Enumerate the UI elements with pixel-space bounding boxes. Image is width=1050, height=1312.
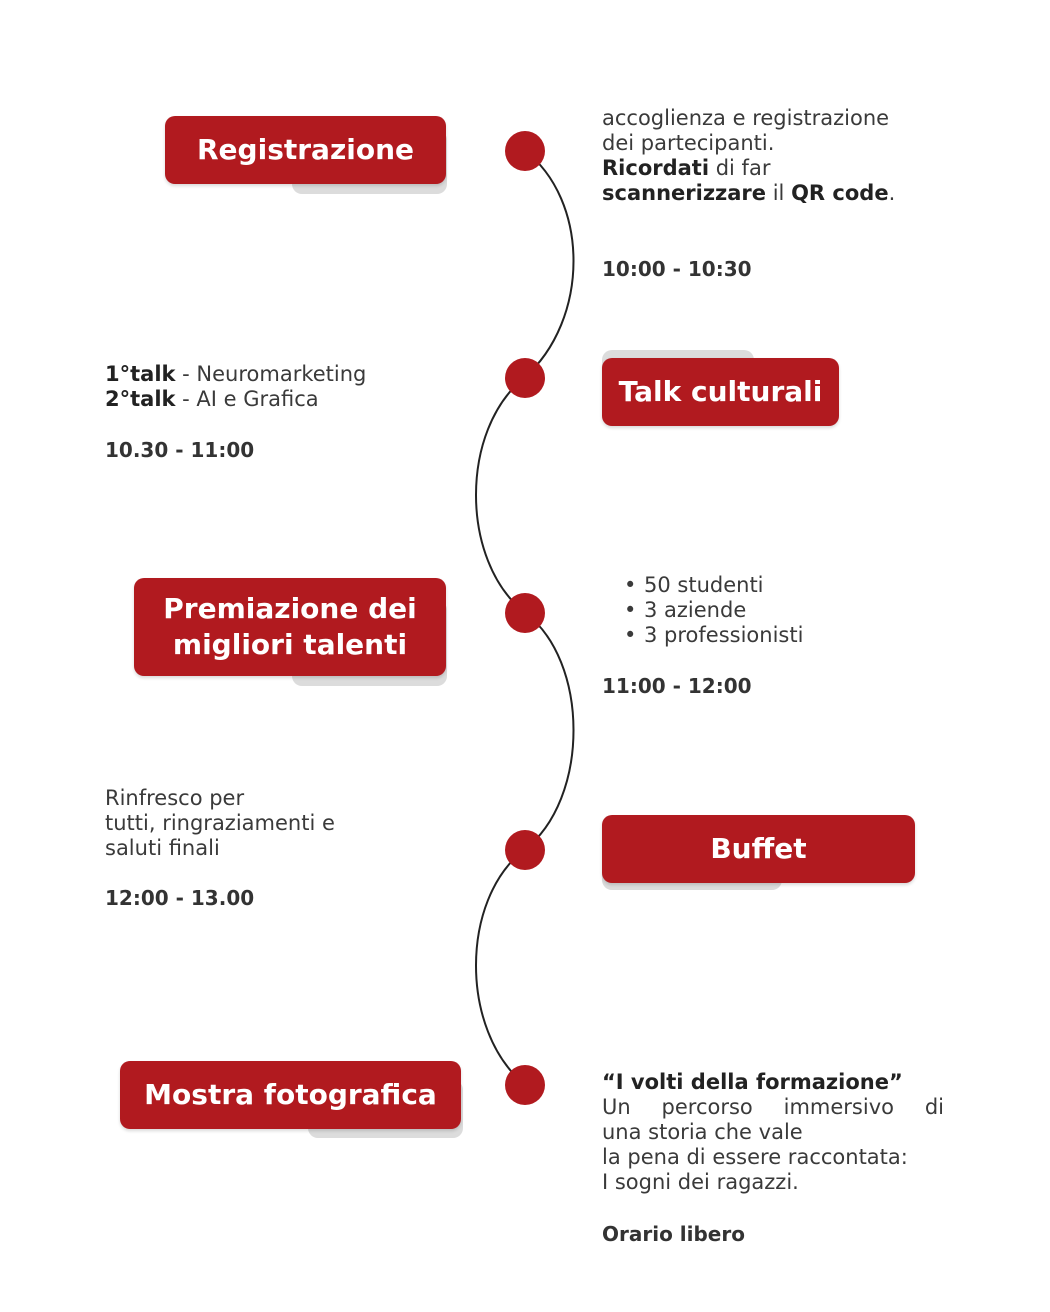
bold-text: 1°talk xyxy=(105,362,176,386)
timeline-dot-5 xyxy=(505,1065,545,1105)
timeline-dot-3 xyxy=(505,593,545,633)
timeline-dot-4 xyxy=(505,830,545,870)
description-line xyxy=(105,362,425,387)
label-line: Premiazione dei xyxy=(163,591,417,625)
buffet-description xyxy=(105,786,405,861)
talk-culturali-label: Talk culturali xyxy=(602,358,839,426)
description-line: tutti, ringraziamenti e xyxy=(105,811,335,835)
buffet-time: 12:00 - 13.00 xyxy=(105,886,255,910)
description-line xyxy=(105,387,425,412)
description-line xyxy=(602,156,942,181)
description-line: dei partecipanti. xyxy=(602,131,775,155)
bold-text: Ricordati xyxy=(602,156,710,180)
bold-text: scannerizzare xyxy=(602,181,767,205)
mostra-time: Orario libero xyxy=(602,1222,745,1246)
registrazione-label: Registrazione xyxy=(165,116,446,184)
text: il xyxy=(766,181,792,205)
talk-description xyxy=(105,362,425,412)
description-line: Rinfresco per xyxy=(105,786,245,810)
talk-time: 10.30 - 11:00 xyxy=(105,438,255,462)
label-line: migliori talenti xyxy=(172,628,408,661)
text: . xyxy=(888,181,896,205)
description-line: accoglienza e registrazione xyxy=(602,106,890,130)
bullet-item: • 3 professionisti xyxy=(644,623,922,648)
mostra-label: Mostra fotografica xyxy=(120,1061,461,1129)
description-line: I sogni dei ragazzi. xyxy=(602,1170,799,1194)
bold-text: QR code xyxy=(791,181,889,205)
premiazione-label xyxy=(134,578,446,676)
premiazione-bullets xyxy=(622,573,922,648)
premiazione-time: 11:00 - 12:00 xyxy=(602,674,752,698)
description-line xyxy=(602,181,942,206)
description-line: Un percorso immersivo di xyxy=(602,1095,944,1119)
bold-text: 2°talk xyxy=(105,387,176,411)
description-line: saluti finali xyxy=(105,836,220,860)
registrazione-description xyxy=(602,106,942,206)
text: di far xyxy=(709,156,771,180)
bullet-item: • 50 studenti xyxy=(644,573,922,598)
description-line: una storia che vale xyxy=(602,1120,803,1144)
text: - AI e Grafica xyxy=(175,387,319,411)
mostra-description xyxy=(602,1070,944,1195)
description-line: la pena di essere raccontata: xyxy=(602,1145,908,1169)
buffet-label: Buffet xyxy=(602,815,915,883)
timeline-dot-2 xyxy=(505,358,545,398)
text: - Neuromarketing xyxy=(175,362,367,386)
bullet-item: • 3 aziende xyxy=(644,598,922,623)
timeline-dot-1 xyxy=(505,131,545,171)
registrazione-time: 10:00 - 10:30 xyxy=(602,257,752,281)
quote-title: “I volti della formazione” xyxy=(602,1070,903,1094)
